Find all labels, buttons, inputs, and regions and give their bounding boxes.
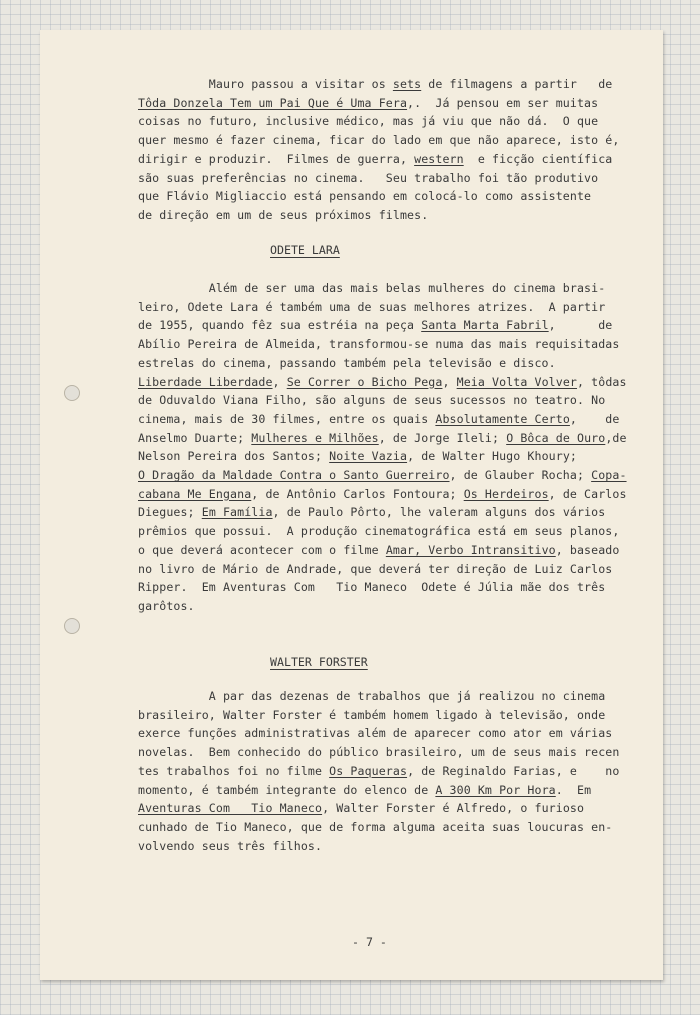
text-segment: , tôdas — [577, 374, 627, 389]
text-line — [138, 524, 619, 538]
text-segment: , de Walter Hugo Khoury; — [407, 449, 577, 464]
text-segment: , Walter Forster é Alfredo, o furioso — [322, 801, 585, 816]
text-line — [138, 152, 612, 166]
text-line — [138, 356, 556, 370]
underlined-title: Tôda Donzela Tem um Pai Que é Uma Fera — [138, 95, 408, 110]
text-segment: são suas preferências no cinema. Seu trabalho foi tão produtivo — [138, 170, 599, 185]
text-line — [138, 337, 619, 351]
text-segment: , de Paulo Pôrto, lhe valeram alguns dos vários — [272, 505, 606, 520]
text-segment: volvendo seus três filhos. — [138, 838, 323, 853]
text-line — [138, 114, 598, 128]
text-line — [138, 689, 605, 703]
text-segment: Mauro passou a visitar os — [138, 77, 393, 91]
underlined-title: Meia Volta Volver — [456, 374, 578, 389]
text-segment: Além de ser uma das mais belas mulheres do cinema brasi- — [138, 281, 606, 295]
text-segment: leiro, Odete Lara é também uma de suas melhores atrizes. A partir — [138, 299, 606, 314]
underlined-title: O Bôca de Ouro — [506, 430, 606, 445]
underlined-title: A 300 Km Por Hora — [435, 782, 556, 797]
text-segment: de filmagens a partir de — [421, 77, 613, 91]
text-segment: , de Glauber Rocha; — [449, 468, 592, 482]
text-line — [138, 487, 627, 501]
underlined-title: Os Paqueras — [329, 763, 408, 778]
text-segment: cinema, mais de 30 filmes, entre os quais — [138, 411, 436, 426]
text-segment: Anselmo Duarte; — [138, 430, 252, 445]
text-segment: de direção em um de seus próximos filmes. — [138, 207, 429, 222]
binder-hole — [64, 385, 80, 401]
underlined-title: sets — [392, 77, 422, 91]
underlined-title: Mulheres e Milhões — [251, 430, 379, 445]
text-line — [138, 745, 619, 759]
underlined-title: Em Família — [201, 505, 273, 520]
text-line — [138, 449, 577, 463]
text-segment: ,de — [605, 430, 627, 445]
text-line — [138, 801, 584, 815]
text-line — [138, 375, 627, 389]
text-line — [138, 580, 605, 594]
text-segment: exerce funções administrativas além de aparecer como ator em várias — [138, 726, 613, 741]
text-segment: novelas. Bem conhecido do público brasileiro, um de seus mais recen — [138, 745, 620, 760]
page-number: - 7 - — [352, 935, 387, 949]
text-line — [138, 764, 619, 778]
underlined-title: Aventuras Com Tio Maneco — [138, 801, 323, 816]
underlined-title: Se Correr o Bicho Pega — [286, 374, 443, 389]
underlined-title: Os Herdeiros — [463, 486, 549, 501]
text-line — [138, 708, 605, 722]
text-line — [138, 77, 612, 91]
binder-hole — [64, 618, 80, 634]
underlined-title: cabana Me Engana — [138, 486, 252, 501]
underlined-title: western — [414, 151, 464, 166]
heading-walter-forster: WALTER FORSTER — [270, 655, 368, 669]
text-line — [138, 599, 195, 613]
text-line — [138, 783, 591, 797]
text-segment: no livro de Mário de Andrade, que deverá ter direção de Luiz Carlos — [138, 561, 613, 576]
text-line — [138, 393, 605, 407]
text-segment: , — [442, 374, 457, 389]
text-segment: prêmios que possui. A produção cinematográfica está em seus planos, — [138, 524, 620, 539]
text-line — [138, 133, 619, 147]
text-segment: Abílio Pereira de Almeida, transformou-se numa das mais requisitadas — [138, 337, 620, 352]
text-line — [138, 505, 605, 519]
underlined-title: Amar, Verbo Intransitivo — [385, 542, 556, 557]
text-segment: momento, é também integrante do elenco de — [138, 782, 436, 797]
text-segment: coisas no futuro, inclusive médico, mas já viu que não dá. O que — [138, 114, 599, 129]
text-segment: . Em — [555, 782, 592, 797]
underlined-title: Copa- — [591, 468, 627, 482]
text-segment: , baseado — [555, 542, 620, 557]
heading-odete-lara: ODETE LARA — [270, 243, 340, 257]
text-segment: , de Jorge Ileli; — [378, 430, 507, 445]
text-segment: de 1955, quando fêz sua estréia na peça — [138, 318, 422, 333]
text-line — [138, 96, 598, 110]
text-segment: o que deverá acontecer com o filme — [138, 542, 386, 557]
text-line — [138, 300, 605, 314]
text-segment: , — [272, 374, 287, 389]
text-line — [138, 412, 619, 426]
text-line — [138, 839, 322, 853]
text-line — [138, 431, 627, 445]
text-segment: de Oduvaldo Viana Filho, são alguns de seus sucessos no teatro. No — [138, 393, 606, 408]
text-segment: Diegues; — [138, 505, 202, 520]
text-segment: dirigir e produzir. Filmes de guerra, — [138, 151, 415, 166]
underlined-title: Liberdade Liberdade — [138, 374, 273, 389]
text-segment: que Flávio Migliaccio está pensando em colocá-lo como assistente — [138, 189, 592, 204]
underlined-title: O Dragão da Maldade Contra o Santo Guerreiro — [138, 468, 450, 482]
text-segment: , de Antônio Carlos Fontoura; — [251, 486, 464, 501]
text-line — [138, 171, 598, 185]
text-line — [138, 281, 605, 295]
text-segment: estrelas do cinema, passando também pela televisão e disco. — [138, 355, 556, 370]
text-segment: A par das dezenas de trabalhos que já realizou no cinema — [138, 689, 606, 703]
text-segment: , de — [569, 411, 620, 426]
text-segment: garôtos. — [138, 598, 195, 613]
text-line — [138, 318, 612, 332]
text-segment: , de — [548, 318, 613, 333]
text-line — [138, 820, 612, 834]
text-segment: , de Carlos — [548, 486, 627, 501]
text-segment: quer mesmo é fazer cinema, ficar do lado em que não aparece, isto é, — [138, 133, 620, 148]
text-segment: Nelson Pereira dos Santos; — [138, 449, 330, 464]
underlined-title: Noite Vazia — [329, 449, 408, 464]
underlined-title: Absolutamente Certo — [435, 411, 570, 426]
text-segment: ,. Já pensou em ser muitas — [407, 95, 599, 110]
text-line — [138, 562, 612, 576]
text-line — [138, 543, 619, 557]
text-line — [138, 726, 612, 740]
text-line — [138, 468, 627, 482]
text-segment: Ripper. Em Aventuras Com Tio Maneco Odete é Júlia mãe dos três — [138, 580, 606, 595]
text-line — [138, 189, 591, 203]
text-segment: brasileiro, Walter Forster é também homem ligado à televisão, onde — [138, 707, 606, 722]
typewritten-page — [40, 30, 663, 980]
text-segment: e ficção científica — [463, 151, 613, 166]
text-segment: , de Reginaldo Farias, e no — [407, 763, 620, 778]
text-line — [138, 208, 428, 222]
text-segment: cunhado de Tio Maneco, que de forma alguma aceita suas loucuras en- — [138, 819, 613, 834]
underlined-title: Santa Marta Fabril — [421, 318, 549, 333]
text-segment: tes trabalhos foi no filme — [138, 763, 330, 778]
